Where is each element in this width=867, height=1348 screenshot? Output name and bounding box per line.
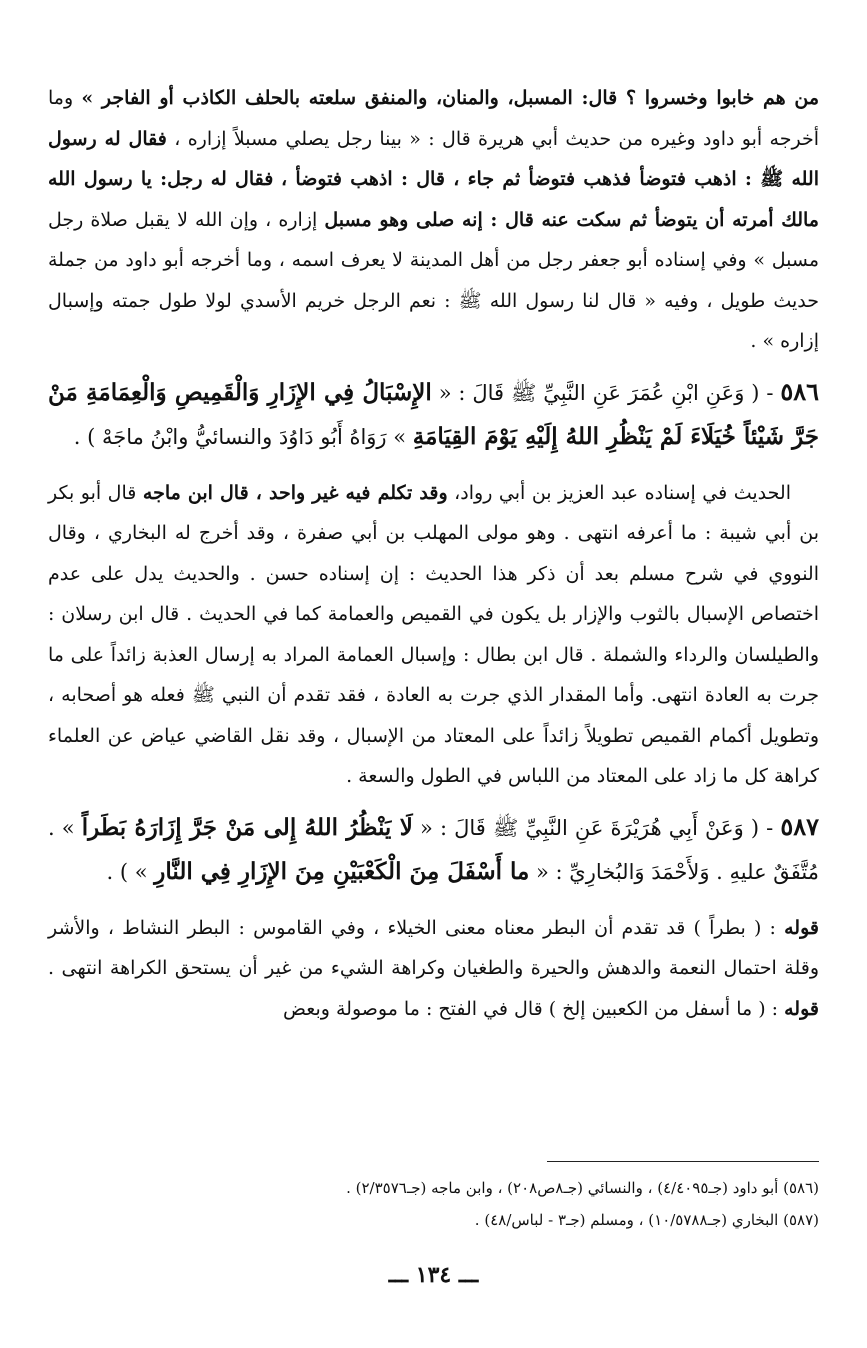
bold-text: فقال له رسول الله ﷺ : اذهب فتوضأ فذهب فتوضأ ثم جاء ، قال : اذهب فتوضأ ، [48,127,819,190]
footnotes [48,1172,819,1236]
commentary-text: وما أخرجه أبو داود وغيره من حديث أبي هريرة قال : « بينا رجل يصلي مسبلاً إزاره ، [48,87,819,150]
page-number: ـــ ١٣٤ ـــ [388,1262,479,1288]
bold-text: من هم خابوا وخسروا ؟ قال: المسبل، والمنان، والمنفق سلعته بالحلف الكاذب أو الفاجر » [81,87,820,109]
footnote-586: (٥٨٦) أبو داود (جـ٤/٤٠٩٥) ، والنسائي (جـ٨ص٢٠٨) ، وابن ماجه (جـ٢/٣٥٧٦) . [346,1179,819,1197]
hadith-quote: لَا يَنْظُرُ اللهُ إِلى مَنْ جَرَّ إِزَارَهُ بَطَراً [81,813,413,841]
hadith-quote: الإِسْبَالُ فِي الإِزَارِ وَالْقَمِيصِ وَالْعِمَامَةِ مَنْ جَرَّ شَيْئاً خُيَلَاءَ لَمْ يَنْظُرِ اللهُ إِلَيْهِ يَوْمَ القِيَامَةِ [48,378,819,450]
hadith-intro: - ( وَعَنْ أَبِي هُرَيْرَةَ عَنِ النَّبِيِّ ﷺ قَالَ : « [412,815,781,840]
hadith-source: » . مُتَّفَقٌ عليهِ . وَلأَحْمَدَ وَالبُخارِيِّ : « [48,815,819,884]
hadith-number: ٥٨٧ [780,811,819,841]
bold-label: قوله [784,997,819,1020]
hadith-intro: - ( وَعَنِ ابْنِ عُمَرَ عَنِ النَّبِيِّ ﷺ قَالَ : « [431,380,781,405]
hadith-number: ٥٨٦ [780,376,819,406]
hadith-586 [48,370,819,459]
commentary-text: الحديث في إسناده عبد العزيز بن أبي رواد، [447,481,791,504]
bold-text: فقال له رجل: يا رسول الله مالك أمرته أن يتوضأ ثم سكت عنه قال : إنه صلى وهو مسبل [48,168,819,231]
commentary-paragraph-1 [48,78,819,362]
commentary-text: : ( بطراً ) قد تقدم أن البطر معناه معنى الخيلاء ، وفي القاموس : البطر النشاط ، والأشر وقلة احتمال النعمة والدهش والحيرة والطغيان وكراهة الشيء من غير أن يستحق الكراهة انتهى . [48,916,819,979]
commentary-text: إزاره ، وإن الله لا يقبل صلاة رجل مسبل » وفي إسناده أبو جعفر رجل من أهل المدينة لا يعرف اسمه ، وما أخرجه أبو داود من جملة حديث طويل ، وفيه « قال لنا رسول الله ﷺ : نعم الرجل خريم الأسدي لولا طول جمته وإسبال إزاره » . [48,208,819,352]
footnote-587: (٥٨٧) البخاري (جـ١٠/٥٧٨٨) ، ومسلم (جـ٣ - لباس/٤٨) . [474,1211,819,1229]
hadith-587 [48,805,819,894]
hadith-source: » ) . [106,859,155,884]
commentary-text: قال أبو بكر بن أبي شيبة : ما أعرفه انتهى . وهو مولى المهلب بن أبي صفرة ، وقد أخرج له البخاري ، وقال النووي في شرح مسلم بعد أن ذكر هذا الحديث : إن إسناده حسن . والحديث يدل على عدم اختصاص الإسبال بالثوب والإزار بل يكون في القميص والعمامة كما في الحديث . قال ابن رسلان : والطيلسان والرداء والشملة . قال ابن بطال : وإسبال العمامة المراد به إرسال العذبة زائداً على ما جرت به العادة انتهى. وأما المقدار الذي جرت به العادة ، فقد تقدم أن النبي ﷺ فعله هو أصحابه ، وتطويل أكمام القميص تطويلاً زائداً على المعتاد من الإسبال ، وقد نقل القاضي عياض عن العلماء كراهة كل ما زاد على المعتاد من اللباس في الطول والسعة . [48,481,819,787]
bold-text: وقد تكلم فيه غير واحد ، قال ابن ماجه [142,481,448,504]
hadith-quote: ما أَسْفَلَ مِنَ الْكَعْبَيْنِ مِنَ الإِزَارِ فِي النَّارِ [154,857,530,885]
hadith-source: » رَوَاهُ أَبُو دَاوُدَ والنسائيُّ وابْنُ ماجَهْ ) . [73,424,413,449]
footnote-divider [547,1161,819,1162]
commentary-paragraph-3 [48,908,819,1030]
commentary-text: : ( ما أسفل من الكعبين إلخ ) قال في الفتح : ما موصولة وبعض [283,997,785,1020]
bold-label: قوله [784,916,819,939]
commentary-paragraph-2 [48,473,819,797]
